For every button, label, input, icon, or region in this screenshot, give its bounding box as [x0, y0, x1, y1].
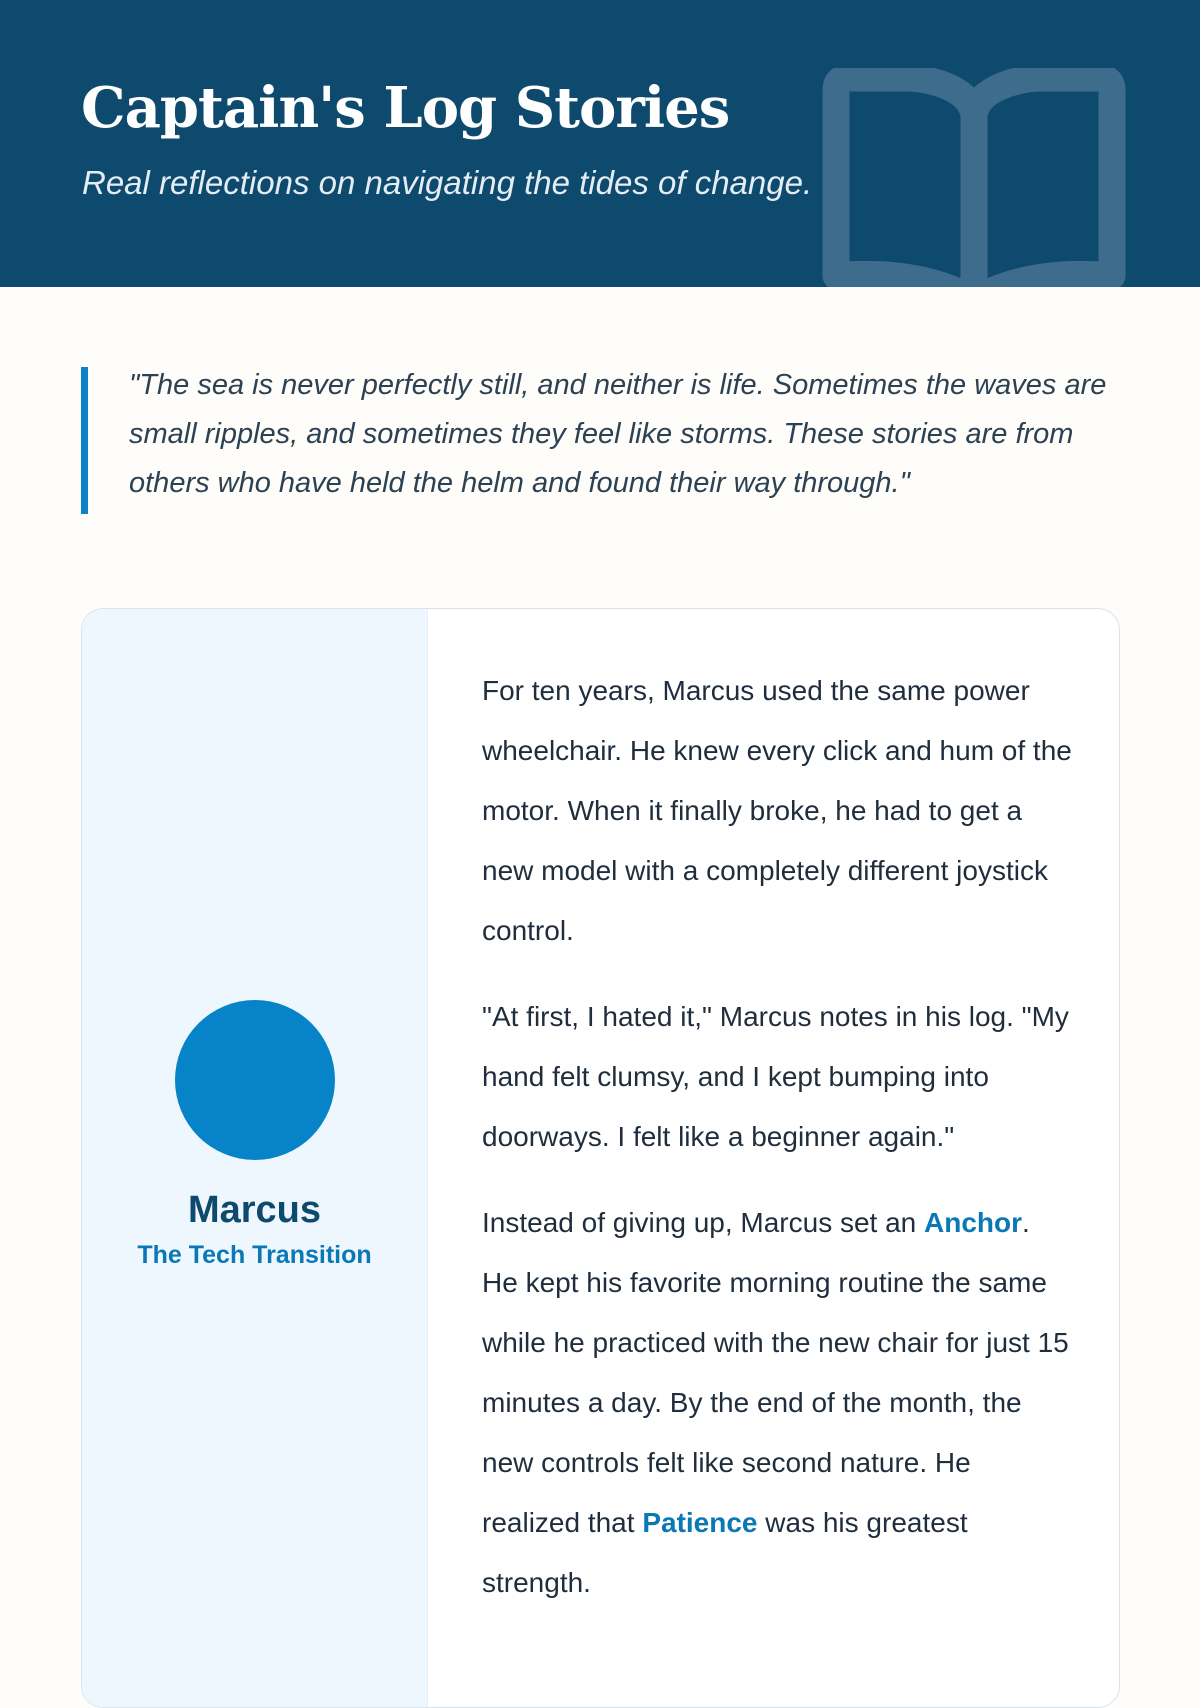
page-subtitle: Real reflections on navigating the tides of change.: [82, 164, 813, 201]
page-title: Captain's Log Stories: [81, 75, 730, 141]
avatar: [175, 1000, 335, 1160]
paragraph-text: was his greatest strength.: [482, 1507, 968, 1598]
book-icon: [820, 68, 1140, 287]
paragraph-text: Instead of giving up, Marcus set an: [482, 1207, 925, 1238]
page-header: [0, 0, 1200, 287]
story-paragraph-2: "At first, I hated it," Marcus notes in his log. "My hand felt clumsy, and I kept bumping into doorways. I felt like a beginner again.": [482, 1001, 1069, 1152]
person-tagline: The Tech Transition: [137, 1241, 372, 1269]
person-name: Marcus: [187, 1189, 322, 1231]
intro-quote: "The sea is never perfectly still, and neither is life. Sometimes the waves are small ripples, and sometimes they feel like storms. These stories are from others who have held the helm and found their way through.": [129, 369, 1107, 499]
intro-quote-block: [81, 367, 1121, 514]
story-body: [482, 661, 1072, 1639]
story-paragraph-1: For ten years, Marcus used the same power wheelchair. He knew every click and hum of the motor. When it finally broke, he had to get a new model with a completely different joystick control.: [482, 675, 1072, 946]
anchor-keyword: Anchor: [924, 1207, 1023, 1238]
patience-keyword: Patience: [642, 1507, 758, 1538]
profile-panel: [82, 609, 428, 1707]
story-card: [81, 608, 1120, 1708]
paragraph-text: . He kept his favorite morning routine the same while he practiced with the new chair for just 15 minutes a day. By the end of the month, the new controls felt like second nature. He realized that: [482, 1207, 1069, 1538]
story-paragraph-3: [482, 1193, 1072, 1613]
